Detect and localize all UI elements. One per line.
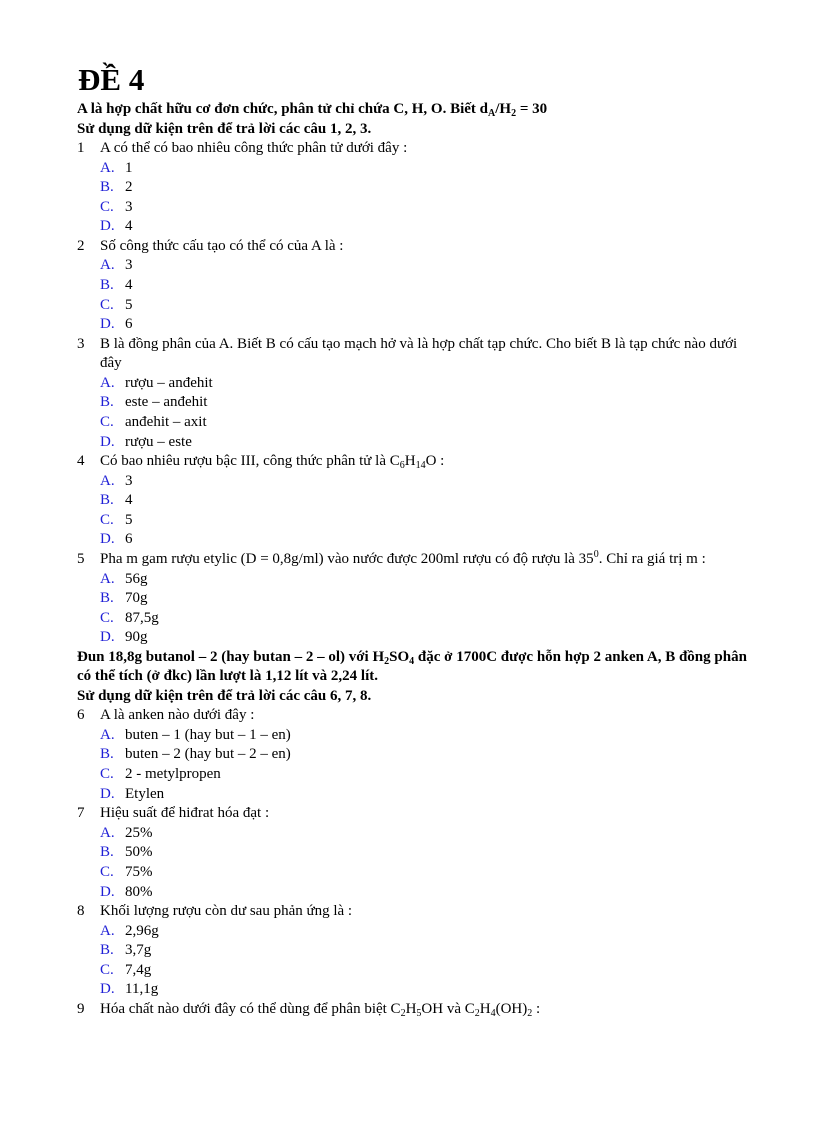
option-text: 5 bbox=[125, 511, 133, 528]
option-letter: A. bbox=[100, 374, 115, 391]
question-3: 3 B là đồng phân của A. Biết B có cấu tạo mạch hở và là hợp chất tạp chức. Cho biết B là tạp chức nào dưới đây bbox=[77, 335, 738, 372]
option-text: 4 bbox=[125, 492, 133, 509]
answer-option bbox=[77, 922, 747, 942]
option-letter: D. bbox=[100, 629, 115, 646]
question-9: 9 Hóa chất nào dưới đây có thể dùng để phân biệt $C_2H_5OH$ và $C_2H_4(OH)_2$ : bbox=[77, 1001, 541, 1019]
option-text: 1 bbox=[125, 159, 133, 176]
question-5: 5 Pha m gam rượu etylic (D = 0,8g/ml) vào nước được 200ml rượu có độ rượu là $35^0$. Chỉ ra giá trị m : bbox=[77, 549, 706, 567]
option-letter: C. bbox=[100, 296, 114, 313]
answer-option bbox=[77, 159, 747, 179]
answer-option bbox=[77, 256, 747, 276]
question-6: 6 A là anken nào dưới đây : bbox=[77, 707, 255, 724]
answer-option bbox=[77, 589, 747, 609]
answer-option bbox=[77, 315, 747, 335]
answer-option bbox=[77, 941, 747, 961]
question-6-options bbox=[77, 726, 747, 804]
answer-option bbox=[77, 276, 747, 296]
answer-option bbox=[77, 393, 747, 413]
answer-option bbox=[77, 843, 747, 863]
option-letter: C. bbox=[100, 511, 114, 528]
intro-condition: A là hợp chất hữu cơ đơn chức, phân tử chỉ chứa C, H, O. Biết $d_A/H_2 = 30$ bbox=[77, 101, 548, 119]
question-7-options bbox=[77, 824, 747, 902]
question-2-options bbox=[77, 256, 747, 334]
option-letter: B. bbox=[100, 746, 114, 763]
option-text: 2 bbox=[125, 179, 133, 196]
option-text: 87,5g bbox=[125, 609, 159, 626]
answer-option bbox=[77, 178, 747, 198]
option-letter: A. bbox=[100, 824, 115, 841]
answer-option bbox=[77, 217, 747, 237]
option-letter: C. bbox=[100, 609, 114, 626]
option-letter: A. bbox=[100, 159, 115, 176]
answer-option bbox=[77, 961, 747, 981]
option-text: 4 bbox=[125, 276, 133, 293]
question-8-options bbox=[77, 922, 747, 1000]
option-letter: D. bbox=[100, 531, 115, 548]
question-8: 8 Khối lượng rượu còn dư sau phản ứng là : bbox=[77, 903, 353, 920]
answer-option bbox=[77, 433, 747, 453]
answer-option bbox=[77, 765, 747, 785]
question-3-options bbox=[77, 374, 747, 452]
option-letter: B. bbox=[100, 276, 114, 293]
option-letter: B. bbox=[100, 590, 114, 607]
answer-option bbox=[77, 980, 747, 1000]
answer-option bbox=[77, 824, 747, 844]
option-text: 4 bbox=[125, 218, 133, 235]
answer-option bbox=[77, 570, 747, 590]
option-text: anđehit – axit bbox=[125, 413, 207, 430]
answer-option bbox=[77, 609, 747, 629]
option-letter: B. bbox=[100, 179, 114, 196]
answer-option bbox=[77, 863, 747, 883]
option-letter: D. bbox=[100, 785, 115, 802]
intro-instruction-6-8: Sử dụng dữ kiện trên để trả lời các câu 6, 7, 8. bbox=[77, 687, 372, 704]
option-text: 5 bbox=[125, 296, 133, 313]
option-letter: B. bbox=[100, 844, 114, 861]
option-text: 6 bbox=[125, 316, 133, 333]
question-7: 7 Hiệu suất để hiđrat hóa đạt : bbox=[77, 805, 270, 822]
option-letter: D. bbox=[100, 218, 115, 235]
answer-option bbox=[77, 628, 747, 648]
option-letter: C. bbox=[100, 413, 114, 430]
option-text: 75% bbox=[125, 863, 153, 880]
option-text: 25% bbox=[125, 824, 153, 841]
option-letter: D. bbox=[100, 883, 115, 900]
option-letter: A. bbox=[100, 922, 115, 939]
question-4: 4 Có bao nhiêu rượu bậc III, công thức phân tử là $C_6H_{14}O$ : bbox=[77, 453, 445, 472]
answer-option bbox=[77, 530, 747, 550]
exam-document bbox=[77, 62, 747, 1020]
answer-option bbox=[77, 726, 747, 746]
option-text: este – anđehit bbox=[125, 394, 208, 411]
option-text: rượu – anđehit bbox=[125, 374, 213, 391]
option-text: 90g bbox=[125, 629, 148, 646]
question-1-options bbox=[77, 159, 747, 237]
option-text: 3,7g bbox=[125, 942, 152, 959]
option-letter: B. bbox=[100, 492, 114, 509]
exam-title: ĐỀ 4 bbox=[78, 62, 145, 97]
option-letter: A. bbox=[100, 257, 115, 274]
answer-option bbox=[77, 511, 747, 531]
answer-option bbox=[77, 198, 747, 218]
option-letter: D. bbox=[100, 433, 115, 450]
option-text: 6 bbox=[125, 531, 133, 548]
option-text: buten – 2 (hay but – 2 – en) bbox=[125, 746, 291, 763]
answer-option bbox=[77, 745, 747, 765]
answer-option bbox=[77, 472, 747, 492]
option-text: 3 bbox=[125, 257, 133, 274]
option-text: Etylen bbox=[125, 785, 165, 802]
option-text: 80% bbox=[125, 883, 153, 900]
answer-option bbox=[77, 413, 747, 433]
answer-option bbox=[77, 785, 747, 805]
option-text: 3 bbox=[125, 198, 133, 215]
option-letter: A. bbox=[100, 726, 115, 743]
option-text: buten – 1 (hay but – 1 – en) bbox=[125, 726, 291, 743]
option-text: rượu – este bbox=[125, 433, 192, 450]
option-letter: B. bbox=[100, 942, 114, 959]
intro-instruction-1-3: Sử dụng dữ kiện trên để trả lời các câu 1, 2, 3. bbox=[77, 120, 372, 137]
option-letter: C. bbox=[100, 863, 114, 880]
question-1: 1 A có thể có bao nhiêu công thức phân tử dưới đây : bbox=[77, 140, 408, 156]
option-letter: C. bbox=[100, 766, 114, 783]
option-letter: A. bbox=[100, 472, 115, 489]
question-4-options bbox=[77, 472, 747, 550]
option-letter: C. bbox=[100, 198, 114, 215]
question-5-options bbox=[77, 570, 747, 648]
intro-reaction: Đun 18,8g butanol – 2 (hay butan – 2 – ol) với $H_2SO_4$ đặc ở 1700C được hỗn hợp 2 anken A, B đồng phân có thể tích (ở đkc) lần lượt là 1,12 lít và 2,24 lít. bbox=[77, 648, 747, 685]
answer-option bbox=[77, 374, 747, 394]
option-text: 7,4g bbox=[125, 961, 152, 978]
option-text: 3 bbox=[125, 472, 133, 489]
option-text: 2 - metylpropen bbox=[125, 766, 221, 783]
option-text: 70g bbox=[125, 590, 148, 607]
option-letter: C. bbox=[100, 961, 114, 978]
option-letter: A. bbox=[100, 570, 115, 587]
answer-option bbox=[77, 296, 747, 316]
option-letter: D. bbox=[100, 981, 115, 998]
answer-option bbox=[77, 491, 747, 511]
question-2: 2 Số công thức cấu tạo có thể có của A là : bbox=[77, 237, 344, 254]
option-text: 56g bbox=[125, 570, 148, 587]
option-letter: B. bbox=[100, 394, 114, 411]
option-text: 2,96g bbox=[125, 922, 159, 939]
answer-option bbox=[77, 883, 747, 903]
option-letter: D. bbox=[100, 316, 115, 333]
option-text: 50% bbox=[125, 844, 153, 861]
option-text: 11,1g bbox=[125, 981, 159, 998]
